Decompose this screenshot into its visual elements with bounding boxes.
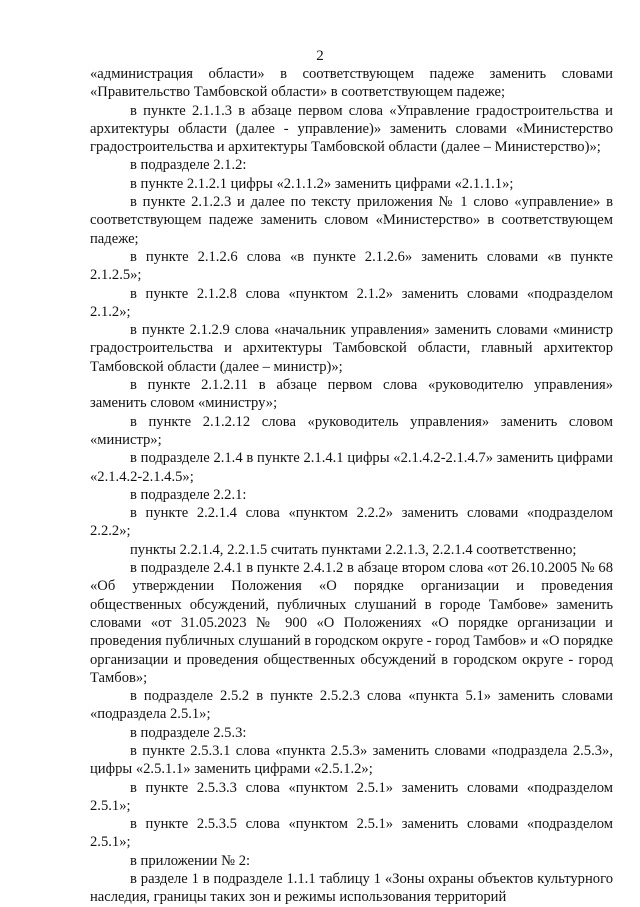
paragraph: в подразделе 2.1.4 в пункте 2.1.4.1 цифры «2.1.4.2-2.1.4.7» заменить цифрами «2.1.4.2-2.1.4.5»;	[90, 450, 613, 485]
paragraph: в пункте 2.5.3.3 слова «пунктом 2.5.1» заменить словами «подразделом 2.5.1»;	[90, 779, 613, 814]
paragraph: «администрация области» в соответствующем падеже заменить словами «Правительство Тамбовской области» в соответствующем падеже;	[90, 66, 613, 101]
document-body	[90, 65, 613, 907]
paragraph: в подразделе 2.1.2:	[130, 157, 247, 174]
paragraph: в подразделе 2.2.1:	[130, 486, 247, 503]
paragraph: в пункте 2.1.2.9 слова «начальник управления» заменить словами «министр градостроительства и архитектуры Тамбовской области, главный архитектор Тамбовской области (далее – министр)»;	[90, 322, 613, 375]
paragraph: в пункте 2.1.2.12 слова «руководитель управления» заменить словом «министр»;	[90, 413, 613, 448]
paragraph: в подразделе 2.5.3:	[130, 724, 247, 741]
paragraph: в приложении № 2:	[130, 852, 251, 869]
page-number: 2	[316, 48, 324, 64]
paragraph: в пункте 2.5.3.5 слова «пунктом 2.5.1» заменить словами «подразделом 2.5.1»;	[90, 816, 613, 851]
paragraph: в подразделе 2.4.1 в пункте 2.4.1.2 в абзаце втором слова «от 26.10.2005 № 68 «Об утверждении Положения «О порядке организации и проведения общественных обсуждений, публичных слушаний в городе Тамбове» заменить словами «от 31.05.2023 № 900 «О Положениях «О порядке организации и проведения публичных слушаний в городском округе - город Тамбов» и «О порядке организации и проведения общественных обсуждений в городском округе - город Тамбов»;	[90, 560, 613, 686]
paragraph: в пункте 2.5.3.1 слова «пункта 2.5.3» заменить словами «подраздела 2.5.3», цифры «2.5.1.1» заменить цифрами «2.5.1.2»;	[90, 742, 613, 778]
paragraph: в пункте 2.2.1.4 слова «пунктом 2.2.2» заменить словами «подразделом 2.2.2»;	[90, 505, 613, 540]
paragraph: в пункте 2.1.2.8 слова «пунктом 2.1.2» заменить словами «подразделом 2.1.2»;	[90, 285, 613, 320]
paragraph: в разделе 1 в подразделе 1.1.1 таблицу 1 «Зоны охраны объектов культурного наследия, границы таких зон и режимы использования территорий	[90, 871, 613, 906]
paragraph: пункты 2.2.1.4, 2.2.1.5 считать пунктами 2.2.1.3, 2.2.1.4 соответственно;	[130, 541, 577, 558]
paragraph: в пункте 2.1.2.3 и далее по тексту приложения № 1 слово «управление» в соответствующем падеже заменить словом «Министерство» в соответствующем падеже;	[90, 194, 613, 247]
paragraph: в пункте 2.1.2.1 цифры «2.1.1.2» заменить цифрами «2.1.1.1»;	[130, 175, 514, 192]
paragraph: в пункте 2.1.2.6 слова «в пункте 2.1.2.6» заменить словами «в пункте 2.1.2.5»;	[90, 248, 613, 284]
paragraph: в пункте 2.1.2.11 в абзаце первом слова «руководителю управления» заменить словом «министру»;	[90, 377, 613, 412]
paragraph: в подразделе 2.5.2 в пункте 2.5.2.3 слова «пункта 5.1» заменить словами «подраздела 2.5.1»;	[90, 688, 613, 723]
paragraph: в пункте 2.1.1.3 в абзаце первом слова «Управление градостроительства и архитектуры области (далее - управление)» заменить словами «Министерство градостроительства и архитектуры Тамбовской области (далее – Министерство)»;	[90, 102, 613, 156]
